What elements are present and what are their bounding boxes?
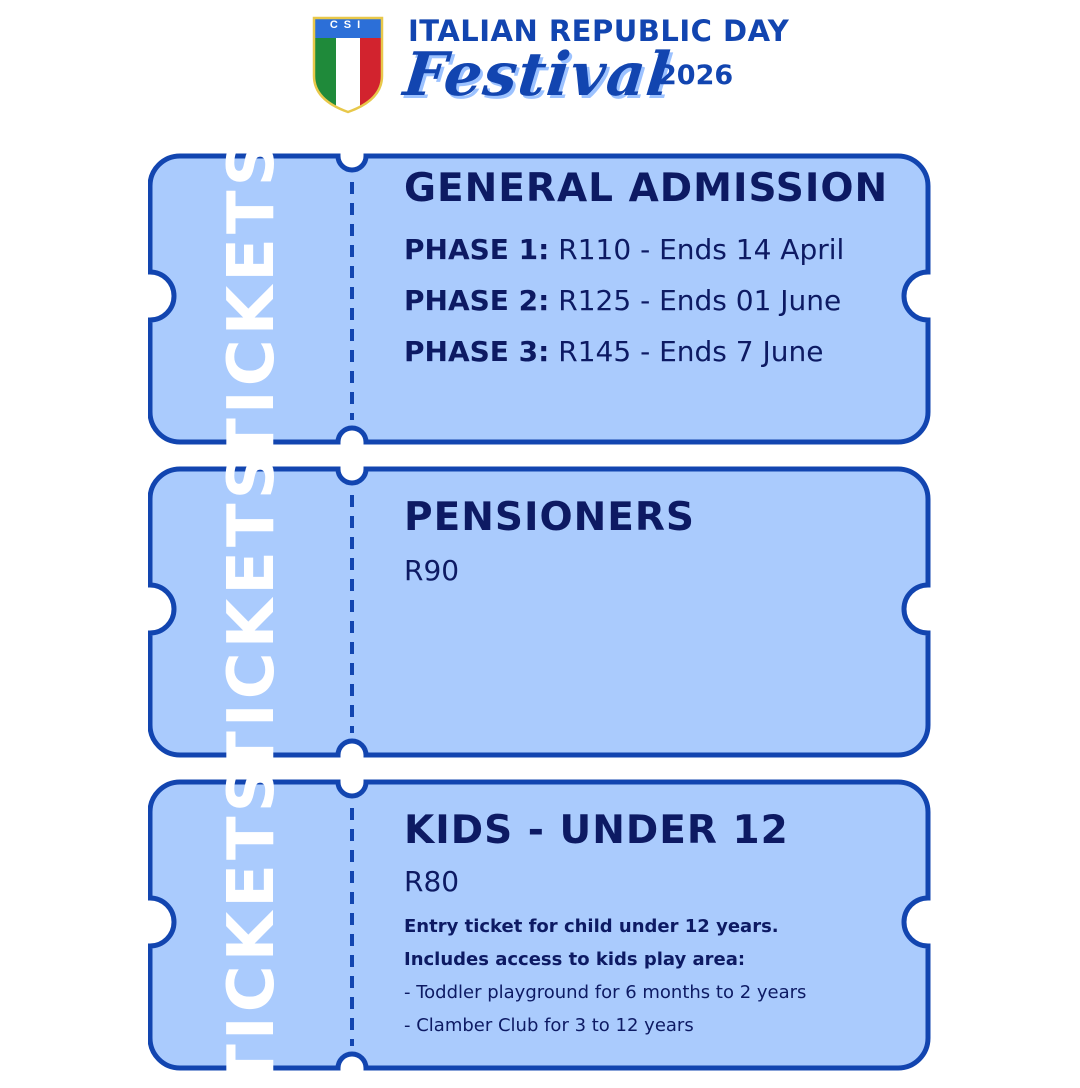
ticket-stub-label: TICKETS <box>215 762 289 1088</box>
ticket-stub-label: TICKETS <box>215 136 289 462</box>
ticket-pensioners <box>148 449 932 775</box>
ticket-price: R80 <box>404 865 460 898</box>
festival-wordmark: Festival <box>400 40 674 110</box>
ticket-heading: KIDS - UNDER 12 <box>404 808 789 853</box>
ticket-note: - Toddler playground for 6 months to 2 years <box>404 982 807 1003</box>
phase-line: PHASE 3: R145 - Ends 7 June <box>404 335 824 368</box>
event-year: 2026 <box>658 60 734 91</box>
ticket-price: R90 <box>404 554 460 587</box>
ticket-content <box>404 475 914 587</box>
ticket-note: Includes access to kids play area: <box>404 949 746 970</box>
ticket-content <box>404 162 914 368</box>
ticket-heading: GENERAL ADMISSION <box>404 166 889 211</box>
ticket-note: - Clamber Club for 3 to 12 years <box>404 1015 694 1036</box>
header <box>0 0 1080 130</box>
csi-shield-logo <box>312 16 384 114</box>
ticket-stub-label: TICKETS <box>215 449 289 775</box>
ticket-general-admission <box>148 136 932 462</box>
phase-line: PHASE 2: R125 - Ends 01 June <box>404 284 842 317</box>
ticket-note: Entry ticket for child under 12 years. <box>404 916 779 937</box>
logo-text: CSI <box>329 19 367 31</box>
ticket-kids-under-12 <box>148 762 932 1088</box>
event-title: ITALIAN REPUBLIC DAY <box>408 14 790 48</box>
phase-line: PHASE 1: R110 - Ends 14 April <box>404 233 845 266</box>
ticket-heading: PENSIONERS <box>404 495 696 540</box>
ticket-content <box>404 788 914 1036</box>
